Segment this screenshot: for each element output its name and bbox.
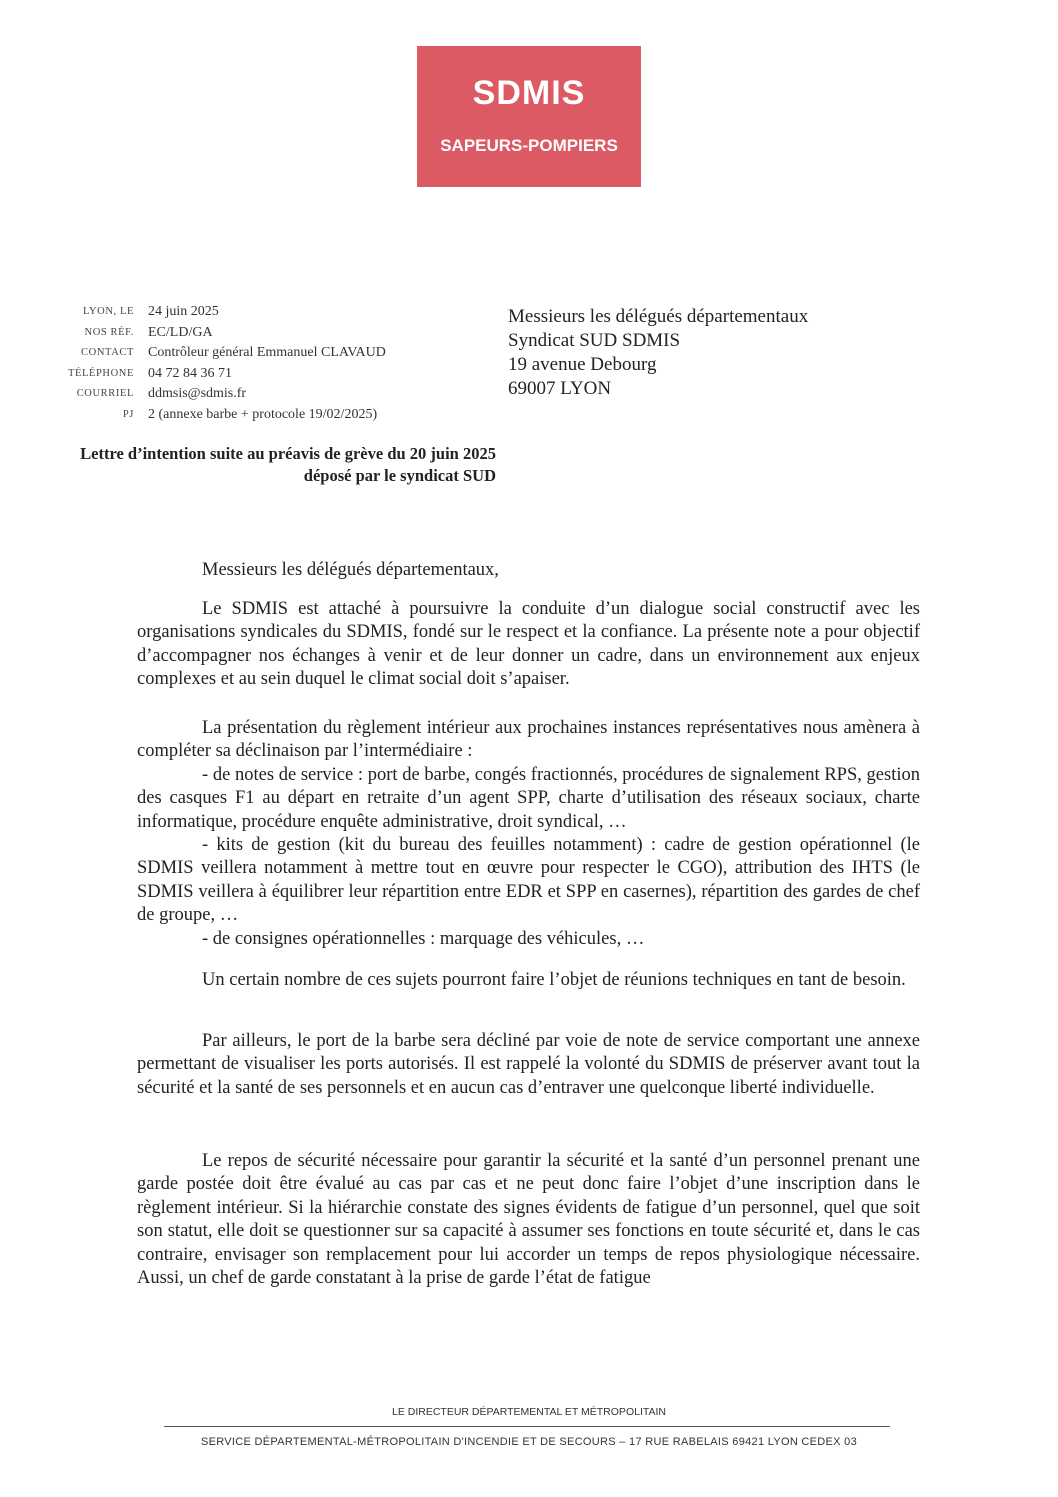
letter-subject: Lettre d’intention suite au préavis de grève du 20 juin 2025 déposé par le syndicat SUD (80, 444, 496, 485)
meta-value: EC/LD/GA (148, 324, 213, 340)
paragraph-text: Le repos de sécurité nécessaire pour garantir la sécurité et la santé d’un personnel prenant une garde postée doit être évalué au cas par cas et ne peut donc faire l’objet d’une inscription dans le règlement intérieur. Si la hiérarchie constate des signes évidents de fatigue d’un personnel, quel que soit son statut, elle doit se questionner sur sa capacité à assumer ses fonctions en toute sécurité et, dans le cas contraire, envisager son remplacement pour lui accorder un temps de repos physiologique nécessaire. Aussi, un chef de garde constatant à la prise de garde l’état de fatigue (137, 1151, 920, 1289)
paragraph-text: La présentation du règlement intérieur aux prochaines instances représentatives nous amènera à compléter sa déclinaison par l’intermédiaire : (137, 718, 920, 762)
logo-subtitle: SAPEURS-POMPIERS (440, 136, 618, 155)
meta-row-contact (40, 343, 386, 364)
paragraph-5 (137, 1150, 920, 1290)
signatory-title: LE DIRECTEUR DÉPARTEMENTAL ET MÉTROPOLITAIN (391, 1406, 666, 1418)
meta-value: 24 juin 2025 (148, 304, 219, 319)
meta-value: 04 72 84 36 71 (148, 365, 232, 381)
paragraph-1 (137, 598, 920, 692)
paragraph-text: Le SDMIS est attaché à poursuivre la conduite d’un dialogue social constructif avec les organisations syndicales du SDMIS, fondé sur le respect et la confiance. La présente note a pour objectif d’accompagner nos échanges à venir et de leur donner un cadre, dans un environnement aux enjeux complexes et au sein duquel le climat social doit s’apaiser. (137, 599, 920, 690)
meta-row-date (40, 302, 386, 323)
meta-label: LYON, LE (83, 306, 134, 317)
list-item: - de notes de service : port de barbe, congés fractionnés, procédures de signalement RPS, gestion des casques F1 au départ en retraite d’un agent SPP, charte d’utilisation des réseaux sociaux, charte informatique, procédure enquête administrative, droit syndical, … (137, 764, 920, 832)
meta-value: ddmsis@sdmis.fr (148, 386, 247, 401)
list-item: - de consignes opérationnelles : marquage des véhicules, … (202, 928, 645, 949)
paragraph-4 (137, 1030, 920, 1100)
paragraph-text: Par ailleurs, le port de la barbe sera décliné par voie de note de service comportant une annexe permettant de visualiser les ports autorisés. Il est rappelé la volonté du SDMIS de préserver avant tout la sécurité et la santé de ses personnels et en aucun cas d’entraver une quelconque liberté individuelle. (137, 1031, 920, 1098)
recipient-line: 19 avenue Debourg (508, 354, 657, 375)
sdmis-logo (417, 46, 641, 187)
paragraph-2 (137, 717, 920, 951)
salutation (137, 559, 920, 582)
meta-label: PJ (122, 408, 134, 420)
logo-name: SDMIS (472, 74, 586, 112)
footer-address: SERVICE DÉPARTEMENTAL-MÉTROPOLITAIN D'INCENDIE ET DE SECOURS – 17 RUE RABELAIS 69421 LYON CEDEX 03 (200, 1436, 858, 1448)
paragraph-3 (137, 969, 920, 992)
list-item: - kits de gestion (kit du bureau des feuilles notamment) : cadre de gestion opérationnel (le SDMIS veillera notamment à mettre tout en œuvre pour respecter le CGO), attribution des IHTS (le SDMIS veillera à équilibrer leur répartition entre EDR et SPP en casernes), répartition des gardes de chef de groupe, … (137, 835, 920, 926)
meta-row-reference (40, 323, 386, 344)
meta-label: COURRIEL (76, 388, 134, 399)
meta-row-attachments (40, 405, 386, 426)
recipient-line: Syndicat SUD SDMIS (508, 330, 681, 351)
meta-label: TÉLÉPHONE (67, 367, 134, 379)
meta-value: Contrôleur général Emmanuel CLAVAUD (148, 345, 386, 360)
salutation-text: Messieurs les délégués départementaux, (202, 560, 499, 580)
recipient-address (508, 305, 808, 401)
meta-row-phone (40, 364, 386, 385)
recipient-line: 69007 LYON (508, 378, 612, 399)
meta-label: NOS RÉF. (84, 326, 134, 338)
paragraph-text: Un certain nombre de ces sujets pourront faire l’objet de réunions techniques en tant de besoin. (202, 970, 906, 990)
recipient-line: Messieurs les délégués départementaux (508, 306, 809, 327)
footer-divider (164, 1426, 890, 1427)
reference-block (40, 302, 386, 425)
meta-value: 2 (annexe barbe + protocole 19/02/2025) (148, 406, 378, 422)
meta-row-email (40, 384, 386, 405)
meta-label: CONTACT (81, 347, 134, 358)
